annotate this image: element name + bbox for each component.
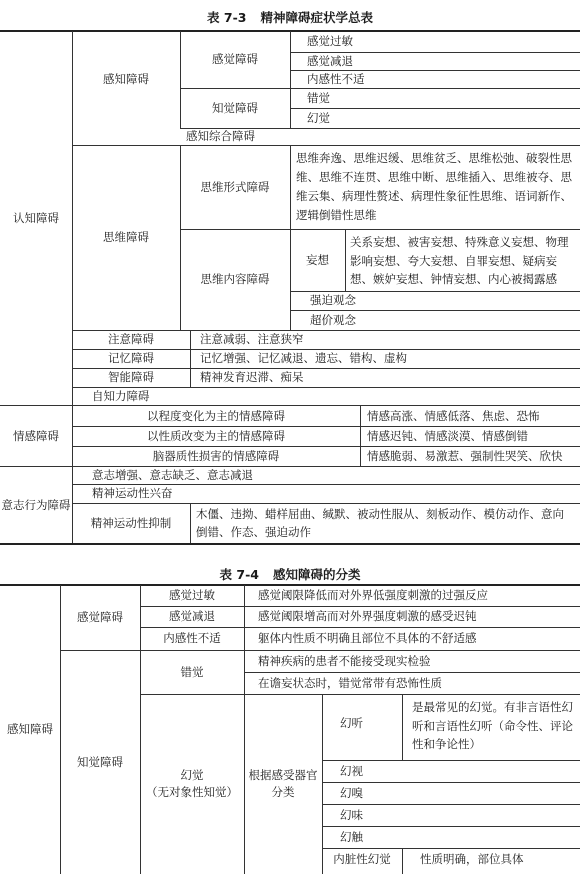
cell-hypoesthesia: 感觉减退 — [307, 53, 353, 68]
cell-hyperesthesia: 感觉过敏 — [169, 588, 215, 602]
cell-thinking: 思维障碍 — [103, 230, 149, 244]
cell-illusion-desc-2: 在谵妄状态时，错觉常带有恐怖性质 — [258, 675, 442, 690]
cell-interoceptive: 内感性不适 — [163, 631, 221, 645]
cell-hallucination — [140, 694, 244, 874]
cell-attention: 注意障碍 — [108, 332, 154, 346]
cell-visceral: 内脏性幻觉 — [333, 851, 391, 866]
cell-hallucination: 幻觉 — [307, 110, 330, 125]
caption-title: 精神障碍症状学总表 — [260, 10, 373, 25]
cell-aff-organic: 脑器质性损害的情感障碍 — [152, 448, 280, 463]
cell-interoceptive-desc: 躯体内性质不明确且部位不具体的不舒适感 — [258, 631, 477, 645]
cell-sensory: 感觉障碍 — [212, 52, 258, 66]
cell-aff-degree-items: 情感高涨、情感低落、焦虑、恐怖 — [367, 408, 540, 423]
cell-perception: 感知障碍 — [103, 72, 149, 86]
row-header-volition: 意志行为障碍 — [1, 497, 71, 512]
caption-title: 感知障碍的分类 — [272, 567, 361, 582]
cell-psychosensory: 感知综合障碍 — [186, 129, 255, 143]
cell-olfactory: 幻嗅 — [340, 785, 363, 800]
cell-visual: 幻视 — [340, 763, 363, 778]
hallucination-label: 幻觉 — [180, 768, 204, 782]
cell-illusion: 错觉 — [307, 90, 330, 105]
cell-delusion-items: 关系妄想、被害妄想、特殊意义妄想、物理影响妄想、夸大妄想、自罪妄想、疑病妄想、嫉妒妄想、钟情妄想、内心被揭露感 — [350, 235, 569, 286]
divider — [190, 503, 191, 543]
cell-aff-nature: 以性质改变为主的情感障碍 — [147, 428, 285, 443]
cell-sensory: 感觉障碍 — [77, 610, 123, 624]
caption-number: 表 7-3 — [207, 10, 247, 25]
row-header-perception: 感知障碍 — [7, 722, 53, 736]
cell-memory-items: 记忆增强、记忆减退、遗忘、错构、虚构 — [200, 351, 407, 365]
table-7-3-caption — [0, 8, 580, 26]
cell-psychomotor-excite: 精神运动性兴奋 — [92, 486, 173, 500]
cell-thought-content: 思维内容障碍 — [200, 272, 270, 286]
table-bottom-rule — [0, 543, 580, 545]
cell-gustatory: 幻味 — [340, 807, 363, 822]
cell-tactile: 幻触 — [340, 829, 363, 844]
cell-perceptual: 知觉障碍 — [212, 100, 258, 115]
cell-by-organ — [244, 694, 322, 874]
divider — [290, 31, 291, 128]
by-organ-label-2: 分类 — [271, 785, 295, 799]
divider — [345, 229, 346, 291]
cell-psychomotor-inhib: 精神运动性抑制 — [90, 515, 172, 530]
row-header-cognitive: 认知障碍 — [13, 210, 59, 225]
cell-hyperesthesia: 感觉过敏 — [307, 34, 353, 48]
cell-perceptual: 知觉障碍 — [77, 754, 123, 769]
cell-aff-organic-items: 情感脆弱、易激惹、强制性哭笑、欣快 — [367, 448, 563, 463]
cell-intelligence: 智能障碍 — [108, 370, 154, 384]
cell-aff-nature-items: 情感迟钝、情感淡漠、情感倒错 — [367, 428, 528, 443]
cell-psychomotor-inhib-items: 木僵、违拗、蜡样屈曲、缄默、被动性服从、刻板动作、模仿动作、意向倒错、作态、强迫动作 — [196, 507, 564, 539]
hallucination-sublabel: （无对象性知觉） — [146, 785, 238, 799]
cell-attention-items: 注意减弱、注意狭窄 — [200, 332, 304, 346]
row-header-affective: 情感障碍 — [13, 428, 59, 443]
cell-insight: 自知力障碍 — [92, 388, 150, 403]
cell-visceral-desc: 性质明确，部位具体 — [420, 851, 524, 866]
cell-thought-form-items: 思维奔逸、思维迟缓、思维贫乏、思维松弛、破裂性思维、思维不连贯、思维中断、思维插入、思维被夺、思维云集、病理性赘述、病理性象征性思维、语词新作、逻辑倒错性思维 — [296, 151, 572, 222]
caption-number: 表 7-4 — [219, 567, 259, 582]
cell-auditory: 幻听 — [340, 715, 363, 730]
cell-hyperesthesia-desc: 感觉阈限降低而对外界低强度刺激的过强反应 — [258, 588, 488, 602]
table-7-4-caption — [0, 565, 580, 583]
cell-obsessive: 强迫观念 — [310, 293, 356, 307]
cell-illusion: 错觉 — [180, 664, 204, 679]
cell-memory: 记忆障碍 — [108, 351, 154, 365]
cell-delusion: 妄想 — [306, 252, 329, 267]
cell-overvalued: 超价观念 — [310, 312, 356, 327]
cell-volition-row: 意志增强、意志缺乏、意志减退 — [92, 468, 253, 482]
cell-illusion-desc-1: 精神疾病的患者不能接受现实检验 — [258, 653, 431, 668]
cell-hypoesthesia: 感觉减退 — [169, 609, 215, 623]
cell-interoceptive: 内感性不适 — [307, 71, 365, 86]
divider — [322, 694, 323, 874]
by-organ-label: 根据感受器官 — [248, 768, 318, 782]
divider — [360, 406, 361, 466]
cell-aff-degree: 以程度变化为主的情感障碍 — [147, 408, 285, 423]
divider — [402, 694, 403, 760]
cell-intelligence-items: 精神发育迟滞、痴呆 — [200, 370, 304, 384]
divider — [402, 848, 403, 874]
cell-hypoesthesia-desc: 感觉阈限增高而对外界强度刺激的感受迟钝 — [258, 609, 477, 623]
cell-thought-form: 思维形式障碍 — [200, 179, 270, 194]
divider — [190, 330, 191, 387]
cell-auditory-desc: 是最常见的幻觉。有非言语性幻听和言语性幻听（命令性、评论性和争论性） — [412, 700, 573, 751]
